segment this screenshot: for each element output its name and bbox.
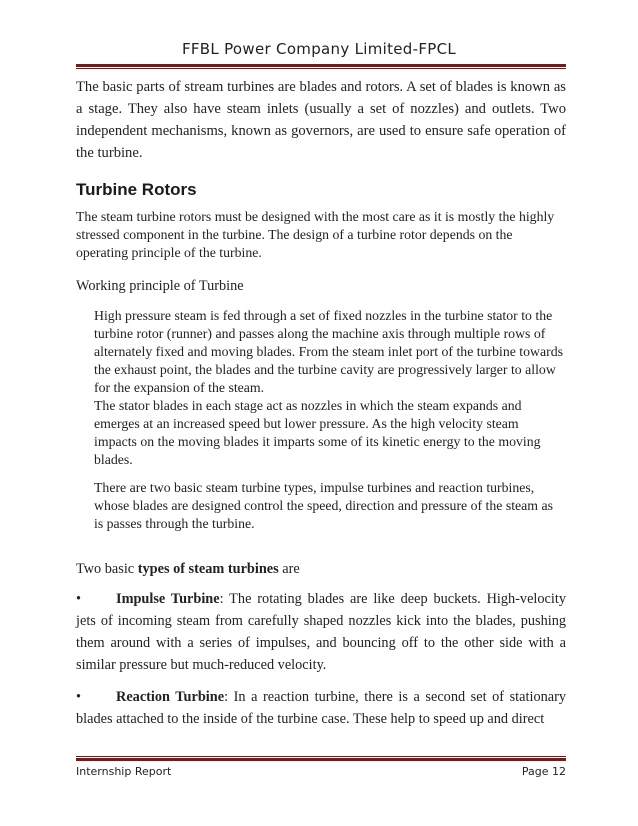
reaction-text: : In a reaction turbine, there is a second set of stationary blades attached to the inside of the turbine case. These help to speed up and direct (76, 689, 566, 727)
rotors-paragraph: The steam turbine rotors must be designed with the most care as it is mostly the highly stressed component in the turbine. The design of a turbine rotor depends on the operating principle of the turbine. (76, 209, 555, 260)
working-paragraph-1: High pressure steam is fed through a set of fixed nozzles in the turbine stator to the turbine rotor (runner) and passes along the machine axis through multiple rows of alternately fixed and moving blades. From the steam inlet port of the turbine towards the exhaust point, the blades and the turbine cavity are progressively larger to allow for the expansion of the steam. (94, 308, 563, 395)
bullet-marker: • (76, 689, 82, 705)
section-heading-turbine-rotors: Turbine Rotors (76, 180, 197, 199)
impulse-label: Impulse Turbine (116, 591, 220, 607)
reaction-label: Reaction Turbine (116, 689, 225, 705)
working-paragraph-3: There are two basic steam turbine types, impulse turbines and reaction turbines, whose blades are designed control the speed, direction and pressure of the steam as is passes through the turbine. (94, 480, 553, 531)
types-suffix: are (278, 561, 300, 577)
working-principle-block (94, 307, 564, 469)
page-number: Page 12 (521, 765, 566, 778)
types-bold: types of steam turbines (137, 561, 279, 577)
bullet-marker: • (76, 591, 82, 607)
footer-title: Internship Report (76, 765, 172, 778)
types-prefix: Two basic (76, 561, 138, 577)
header-rule (76, 64, 566, 67)
page-header: FFBL Power Company Limited-FPCL (181, 40, 457, 58)
page-content (76, 76, 566, 730)
footer-rule (76, 758, 566, 761)
working-principle-block-2 (94, 479, 564, 533)
working-principle-heading: Working principle of Turbine (76, 278, 244, 294)
intro-paragraph: The basic parts of stream turbines are blades and rotors. A set of blades is known as a stage. They also have steam inlets (usually a set of nozzles) and outlets. Two independent mechanisms, known as governors, are used to ensure safe operation of the turbine. (76, 79, 566, 161)
reaction-turbine-item (76, 686, 566, 730)
footer-rule-thin (76, 756, 566, 757)
impulse-text: : The rotating blades are like deep buckets. High-velocity jets of incoming steam from carefully shaped nozzles kick into the blades, pushing them around with a series of impulses, and bouncing off to the other side with a similar pressure but much-reduced velocity. (76, 591, 566, 673)
types-intro (76, 561, 566, 578)
header-rule-thin (76, 68, 566, 69)
impulse-turbine-item (76, 588, 566, 676)
working-paragraph-2: The stator blades in each stage act as nozzles in which the steam expands and emerges at an increased speed but lower pressure. As the high velocity steam impacts on the moving blades it imparts some of its kinetic energy to the moving blades. (94, 398, 541, 467)
